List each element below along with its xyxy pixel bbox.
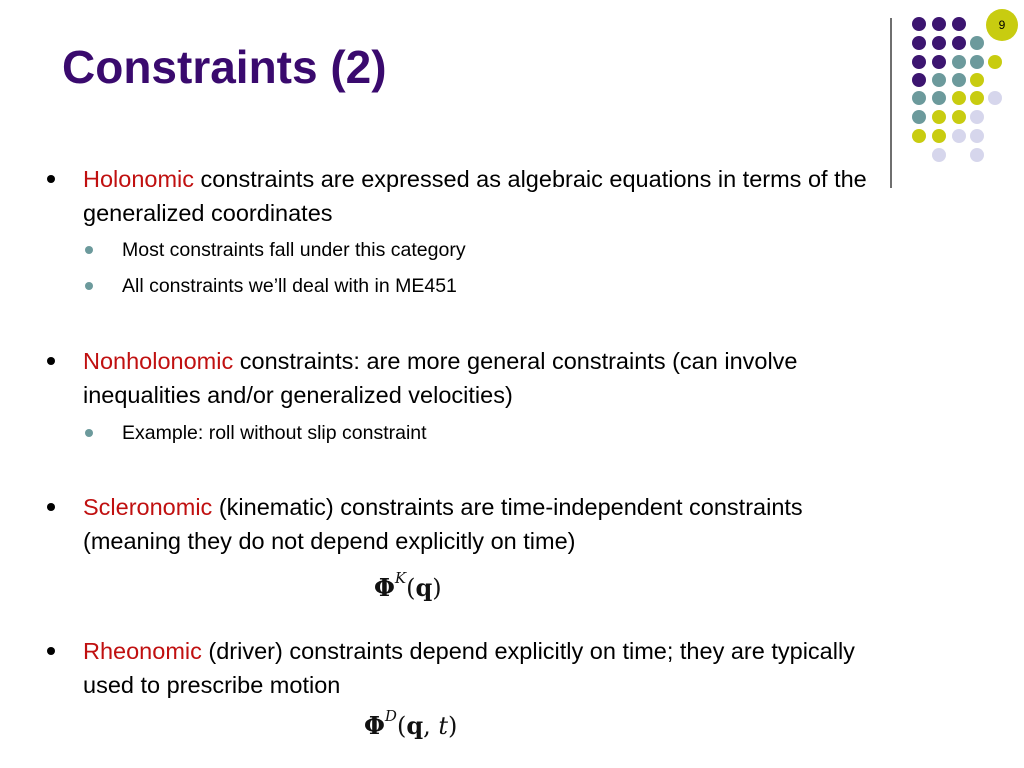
math-arg: t bbox=[438, 712, 449, 740]
sub-bullet bbox=[122, 419, 822, 447]
math-arg: q bbox=[415, 573, 433, 602]
bullet-dot-icon bbox=[47, 175, 55, 183]
equation-kinematic bbox=[374, 569, 442, 602]
decor-dot bbox=[932, 129, 946, 143]
math-phi: Φ bbox=[364, 711, 385, 740]
decor-dot bbox=[952, 91, 966, 105]
math-phi: Φ bbox=[374, 573, 395, 602]
bullet-holonomic bbox=[83, 162, 893, 230]
decor-dot bbox=[932, 148, 946, 162]
decor-dot bbox=[952, 55, 966, 69]
bullet-text: (driver) constraints depend explicitly on time; they are typically used to prescribe motion bbox=[83, 638, 855, 698]
bullet-dot-icon bbox=[47, 647, 55, 655]
sub-bullet-text: Most constraints fall under this category bbox=[122, 239, 466, 261]
decor-dot bbox=[912, 91, 926, 105]
decor-dot bbox=[912, 110, 926, 124]
decor-dot bbox=[952, 17, 966, 31]
math-paren: ) bbox=[432, 574, 442, 602]
decor-dot bbox=[932, 73, 946, 87]
sub-bullet bbox=[122, 272, 822, 300]
decor-dot bbox=[912, 73, 926, 87]
equation-driver bbox=[364, 707, 458, 740]
sub-bullet-dot-icon bbox=[85, 246, 93, 254]
decor-dot bbox=[932, 91, 946, 105]
bullet-text: (kinematic) constraints are time-independent constraints (meaning they do not depend explicitly on time) bbox=[83, 494, 803, 554]
math-paren: ) bbox=[448, 712, 458, 740]
term-scleronomic: Scleronomic bbox=[83, 494, 213, 520]
sub-bullet-text: All constraints we’ll deal with in ME451 bbox=[122, 275, 457, 297]
decor-dot bbox=[932, 17, 946, 31]
decor-dot bbox=[970, 129, 984, 143]
math-paren: ( bbox=[396, 712, 407, 740]
slide-number-badge: 9 bbox=[986, 9, 1018, 41]
math-arg: q bbox=[406, 711, 424, 740]
decor-dot bbox=[912, 17, 926, 31]
bullet-nonholonomic bbox=[83, 344, 893, 412]
decor-dot bbox=[970, 36, 984, 50]
sub-bullet-dot-icon bbox=[85, 282, 93, 290]
math-superscript: K bbox=[394, 569, 407, 587]
bullet-scleronomic bbox=[83, 490, 893, 558]
decor-dot bbox=[952, 129, 966, 143]
decor-dot bbox=[932, 36, 946, 50]
slide-title: Constraints (2) bbox=[62, 41, 387, 93]
term-holonomic: Holonomic bbox=[83, 166, 195, 192]
bullet-dot-icon bbox=[47, 357, 55, 365]
decor-dot bbox=[970, 110, 984, 124]
math-superscript: D bbox=[384, 707, 397, 725]
decor-dot bbox=[912, 55, 926, 69]
decor-dot bbox=[970, 148, 984, 162]
sub-bullet bbox=[122, 236, 822, 264]
decor-dot bbox=[970, 73, 984, 87]
bullet-text: constraints are expressed as algebraic equations in terms of the generalized coordinates bbox=[83, 166, 867, 226]
sub-bullet-text: Example: roll without slip constraint bbox=[122, 422, 427, 444]
decor-dot bbox=[952, 73, 966, 87]
decor-dot bbox=[952, 36, 966, 50]
decor-dot bbox=[932, 55, 946, 69]
decor-dot bbox=[970, 55, 984, 69]
math-separator: , bbox=[423, 712, 439, 740]
decor-dot bbox=[988, 91, 1002, 105]
math-paren: ( bbox=[406, 574, 416, 602]
term-rheonomic: Rheonomic bbox=[83, 638, 202, 664]
decor-dot bbox=[970, 91, 984, 105]
bullet-rheonomic bbox=[83, 634, 893, 702]
decor-dot bbox=[952, 110, 966, 124]
decorative-dot-grid bbox=[0, 0, 1024, 170]
bullet-text: constraints: are more general constraints (can involve inequalities and/or generalized velocities) bbox=[83, 348, 798, 408]
sub-bullet-dot-icon bbox=[85, 429, 93, 437]
decor-dot bbox=[912, 36, 926, 50]
bullet-dot-icon bbox=[47, 503, 55, 511]
decor-dot bbox=[988, 55, 1002, 69]
term-nonholonomic: Nonholonomic bbox=[83, 348, 234, 374]
decor-dot bbox=[912, 129, 926, 143]
decor-dot bbox=[932, 110, 946, 124]
